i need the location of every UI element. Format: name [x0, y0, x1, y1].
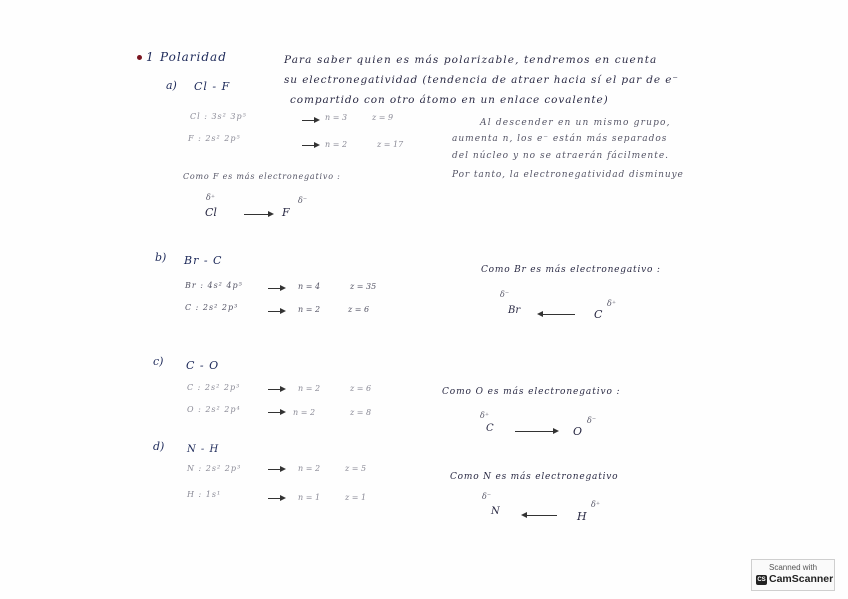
arrow-right-icon — [268, 498, 284, 499]
title-number: 1 — [146, 50, 154, 64]
part-d-n-1: n = 2 — [298, 464, 321, 473]
part-c-label: c) — [153, 355, 164, 368]
part-b-n-1: n = 4 — [298, 282, 321, 291]
part-b-config-2: C : 2s² 2p³ — [185, 303, 239, 312]
part-b-left-atom: Br — [508, 305, 521, 316]
part-b-right-atom: C — [594, 308, 603, 321]
intro-line-2: su electronegatividad (tendencia de atraer hacia sí el par de e⁻ — [284, 74, 679, 86]
part-d-pair: N - H — [187, 444, 220, 455]
part-b-right-charge: δ⁺ — [607, 299, 617, 308]
part-b-left-charge: δ⁻ — [500, 290, 510, 299]
part-a-right-charge: δ⁻ — [298, 196, 308, 205]
part-a-n-2: n = 2 — [325, 140, 348, 149]
part-b-pair: Br - C — [184, 254, 223, 267]
part-c-left-charge: δ⁺ — [480, 411, 490, 420]
part-c-config-2: O : 2s² 2p⁴ — [187, 405, 241, 414]
note-line-4: Por tanto, la electronegatividad disminuye — [452, 170, 684, 180]
intro-line-1: Para saber quien es más polarizable, tendremos en cuenta — [284, 54, 658, 66]
part-c-right-charge: δ⁻ — [587, 416, 597, 425]
part-a-left-charge: δ⁺ — [206, 193, 216, 202]
note-line-3: del núcleo y no se atraerán fácilmente. — [452, 151, 670, 161]
bullet-dot — [137, 55, 142, 60]
note-line-2: aumenta n, los e⁻ están más separados — [452, 134, 668, 144]
part-b-label: b) — [155, 251, 167, 264]
part-c-n-2: n = 2 — [293, 408, 316, 417]
part-d-left-atom: N — [491, 506, 500, 517]
part-d-config-1: N : 2s² 2p³ — [187, 464, 242, 473]
part-b-z-2: z = 6 — [348, 305, 370, 314]
arrow-right-icon — [302, 120, 318, 121]
part-c-conclusion: Como O es más electronegativo : — [442, 387, 621, 397]
part-d-n-2: n = 1 — [298, 493, 321, 502]
part-a-pair: Cl - F — [194, 80, 231, 93]
part-c-n-1: n = 2 — [298, 384, 321, 393]
arrow-right-icon — [302, 145, 318, 146]
part-b-conclusion: Como Br es más electronegativo : — [481, 265, 661, 275]
arrow-right-icon — [515, 431, 557, 432]
part-a-left-atom: Cl — [205, 206, 217, 219]
part-c-z-2: z = 8 — [350, 408, 372, 417]
part-b-z-1: z = 35 — [350, 282, 377, 291]
part-d-right-atom: H — [577, 510, 587, 523]
part-c-right-atom: O — [573, 425, 583, 438]
arrow-right-icon — [268, 288, 284, 289]
intro-line-3: compartido con otro átomo en un enlace covalente) — [290, 94, 609, 106]
badge-brand: CamScanner — [769, 573, 834, 585]
part-a-config-1: Cl : 3s² 3p⁵ — [190, 112, 247, 121]
part-a-z-2: z = 17 — [377, 140, 404, 149]
note-line-1: Al descender en un mismo grupo, — [480, 118, 671, 128]
part-c-left-atom: C — [486, 423, 494, 434]
arrow-right-icon — [268, 412, 284, 413]
arrow-left-icon — [539, 314, 575, 315]
part-d-z-1: z = 5 — [345, 464, 367, 473]
camscanner-logo-icon: CS — [757, 577, 766, 583]
badge-caption: Scanned with — [768, 563, 818, 572]
part-d-config-2: H : 1s¹ — [187, 490, 222, 499]
part-d-label: d) — [153, 440, 165, 453]
part-a-label: a) — [166, 79, 177, 92]
part-c-config-1: C : 2s² 2p³ — [187, 383, 241, 392]
part-a-config-2: F : 2s² 2p⁵ — [188, 134, 241, 143]
camscanner-badge — [751, 559, 835, 591]
arrow-right-icon — [244, 214, 272, 215]
part-a-z-1: z = 9 — [372, 113, 394, 122]
part-b-config-1: Br : 4s² 4p⁵ — [185, 281, 243, 290]
arrow-left-icon — [523, 515, 557, 516]
part-d-right-charge: δ⁺ — [591, 500, 601, 509]
part-c-z-1: z = 6 — [350, 384, 372, 393]
part-a-right-atom: F — [282, 206, 290, 219]
part-a-n-1: n = 3 — [325, 113, 348, 122]
part-b-n-2: n = 2 — [298, 305, 321, 314]
part-c-pair: C - O — [186, 359, 220, 372]
arrow-right-icon — [268, 389, 284, 390]
part-a-conclusion: Como F es más electronegativo : — [183, 172, 341, 181]
arrow-right-icon — [268, 311, 284, 312]
page-title: Polaridad — [160, 50, 227, 64]
part-d-conclusion: Como N es más electronegativo — [450, 472, 619, 482]
part-d-left-charge: δ⁻ — [482, 492, 492, 501]
part-d-z-2: z = 1 — [345, 493, 367, 502]
arrow-right-icon — [268, 469, 284, 470]
